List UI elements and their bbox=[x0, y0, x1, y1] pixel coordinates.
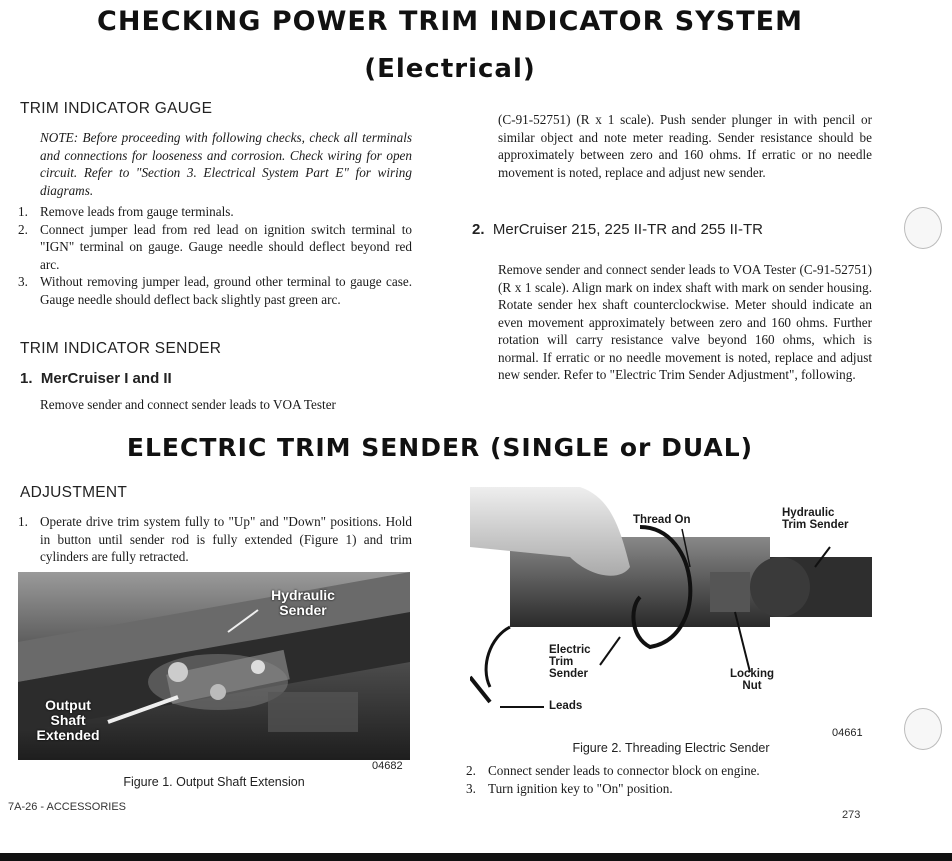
page-title-line1: CHECKING POWER TRIM INDICATOR SYSTEM bbox=[97, 6, 803, 37]
sub1-text-start: Remove sender and connect sender leads to VOA Tester bbox=[40, 397, 336, 412]
list-item: 2. Connect sender leads to connector block on engine. bbox=[466, 763, 760, 778]
figure2-label-electric: Electric Trim Sender bbox=[549, 644, 591, 680]
steps-after-list bbox=[466, 762, 866, 797]
page-title-line2: (Electrical) bbox=[364, 54, 536, 84]
figure2-photo bbox=[470, 487, 872, 737]
note-text: NOTE: Before proceeding with following checks, check all terminals and connections for looseness and corrosion. Check wiring for open circuit. Refer to "Section 3. Electrical System Part E" for wiring diagrams. bbox=[40, 130, 412, 198]
section-title: ELECTRIC TRIM SENDER (SINGLE or DUAL) bbox=[126, 433, 754, 462]
figure1-label-output: Output Shaft Extended bbox=[36, 697, 100, 743]
bottom-edge bbox=[0, 853, 952, 861]
list-item: 1. Operate drive trim system fully to "Up" and "Down" positions. Hold in button until sender rod is fully extended (Figure 1) and trim cylinders are fully retracted. bbox=[18, 514, 412, 564]
list-item: 1. Remove leads from gauge terminals. bbox=[18, 204, 234, 219]
sender-heading: TRIM INDICATOR SENDER bbox=[20, 340, 222, 357]
adjustment-heading: ADJUSTMENT bbox=[20, 484, 128, 501]
gauge-steps-list bbox=[18, 203, 412, 308]
figure2-caption: Figure 2. Threading Electric Sender bbox=[572, 741, 770, 755]
sub2-heading: 2. MerCruiser 215, 225 II-TR and 255 II-TR bbox=[472, 221, 763, 238]
sub1-heading: 1. MerCruiser I and II bbox=[20, 370, 172, 387]
figure1-label-hydraulic: Hydraulic Sender bbox=[271, 587, 335, 618]
punch-hole-bottom bbox=[904, 708, 942, 750]
list-item: 3. Without removing jumper lead, ground other terminal to gauge case. Gauge needle should deflect back slightly past green arc. bbox=[18, 274, 412, 307]
footer-page-number: 273 bbox=[842, 809, 861, 821]
punch-hole-top bbox=[904, 207, 942, 249]
sub2-text: Remove sender and connect sender leads to VOA Tester (C-91-52751) (R x 1 scale). Align mark on index shaft with mark on sender housing. Rotate sender hex shaft counterclockwise. Meter should indicate an even movement approximately between zero and 160 ohms. Further rotation will carry resistance valve beyond 160 ohms, which is normal. If erratic or no needle movement is noted, replace and adjust new sender. Refer to "Electric Trim Sender Adjustment", following. bbox=[498, 262, 872, 382]
figure2-label-locking: Locking Nut bbox=[729, 668, 775, 692]
figure1-caption: Figure 1. Output Shaft Extension bbox=[123, 775, 305, 789]
list-item: 3. Turn ignition key to "On" position. bbox=[466, 780, 673, 796]
list-item: 2. Connect jumper lead from red lead on ignition switch terminal to "IGN" terminal on gauge. Gauge needle should deflect beyond red arc. bbox=[18, 221, 412, 272]
adjustment-steps-list bbox=[18, 513, 412, 566]
footer-left: 7A-26 - ACCESSORIES bbox=[8, 801, 126, 813]
gauge-heading: TRIM INDICATOR GAUGE bbox=[20, 100, 213, 117]
figure2-number: 04661 bbox=[832, 727, 863, 737]
figure2-label-hydraulic: Hydraulic Trim Sender bbox=[782, 507, 849, 531]
figure2-label-thread-on: Thread On bbox=[633, 514, 691, 526]
figure2-label-leads: Leads bbox=[549, 700, 583, 712]
figure1-photo bbox=[18, 572, 410, 760]
figure1-number: 04682 bbox=[372, 760, 403, 772]
sub1-text-cont: (C-91-52751) (R x 1 scale). Push sender plunger in with pencil or similar object and note meter reading. Sender resistance should be approximately between zero and 160 ohms. If erratic or no needle movement is noted, replace and adjust new sender. bbox=[498, 112, 872, 180]
